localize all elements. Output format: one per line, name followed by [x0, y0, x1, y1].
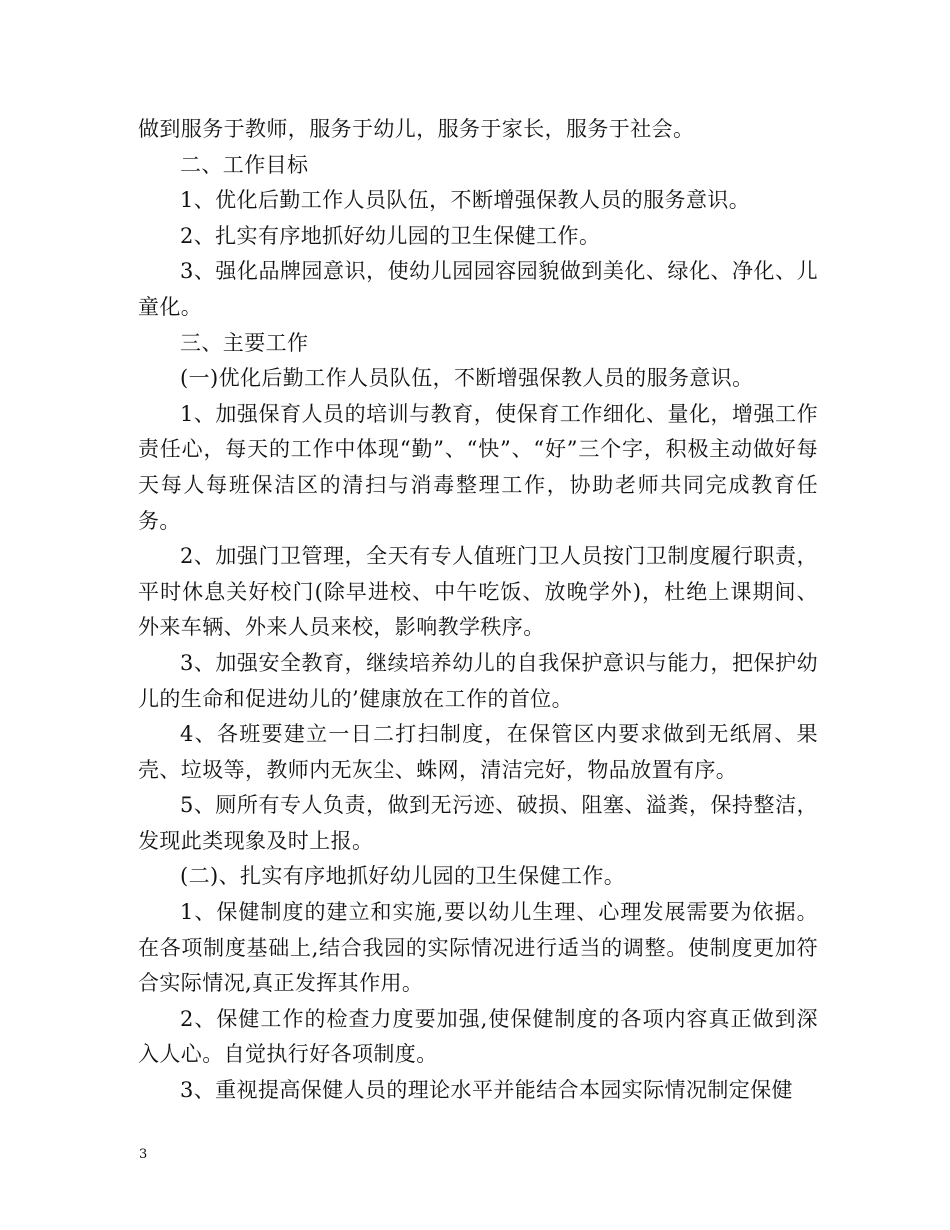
section-2-item-3: 3、重视提高保健人员的理论水平并能结合本园实际情况制定保健	[180, 1078, 793, 1103]
page-number: 3	[139, 1147, 148, 1162]
paragraph-continuation: 做到服务于教师，服务于幼儿，服务于家长，服务于社会。	[138, 117, 695, 141]
section-1-item-1: 1、加强保育人员的培训与教育，使保育工作细化、量化，增强工作责任心，每天的工作中体现“勤”、“快”、“好”三个字，积极主动做好每天每人每班保洁区的清扫与消毒整理工作，协助老师共同完成教育任务。	[138, 401, 818, 533]
goal-item-2: 2、扎实有序地抓好幼儿园的卫生保健工作。	[180, 223, 601, 248]
heading-main-work: 三、主要工作	[180, 330, 309, 355]
goal-item-1: 1、优化后勤工作人员队伍，不断增强保教人员的服务意识。	[180, 188, 751, 213]
goal-item-3: 3、强化品牌园意识，使幼儿园园容园貌做到美化、绿化、净化、儿童化。	[138, 259, 818, 319]
subheading-section-1: (一)优化后勤工作人员队伍，不断增强保教人员的服务意识。	[180, 366, 754, 391]
section-2-item-1: 1、保健制度的建立和实施,要以幼儿生理、心理发展需要为依据。在各项制度基础上,结合我园的实际情况进行适当的调整。使制度更加符合实际情况,真正发挥其作用。	[138, 900, 818, 996]
section-2-item-2: 2、保健工作的检查力度要加强,使保健制度的各项内容真正做到深入人心。自觉执行好各项制度。	[138, 1006, 818, 1067]
subheading-section-2: (二)、扎实有序地抓好幼儿园的卫生保健工作。	[180, 864, 626, 889]
document-body	[138, 112, 818, 1109]
section-1-item-5: 5、厕所有专人负责，做到无污迹、破损、阻塞、溢粪，保持整洁，发现此类现象及时上报。	[138, 793, 818, 853]
heading-work-goals: 二、工作目标	[180, 152, 309, 177]
section-1-item-2: 2、加强门卫管理，全天有专人值班门卫人员按门卫制度履行职责，平时休息关好校门(除早进校、中午吃饭、放晚学外)，杜绝上课期间、外来车辆、外来人员来校，影响教学秩序。	[138, 544, 818, 640]
section-1-item-4: 4、各班要建立一日二打扫制度，在保管区内要求做到无纸屑、果壳、垃圾等，教师内无灰尘、蛛网，清洁完好，物品放置有序。	[138, 722, 818, 782]
section-1-item-3: 3、加强安全教育，继续培养幼儿的自我保护意识与能力，把保护幼儿的生命和促进幼儿的’健康放在工作的首位。	[138, 650, 818, 711]
